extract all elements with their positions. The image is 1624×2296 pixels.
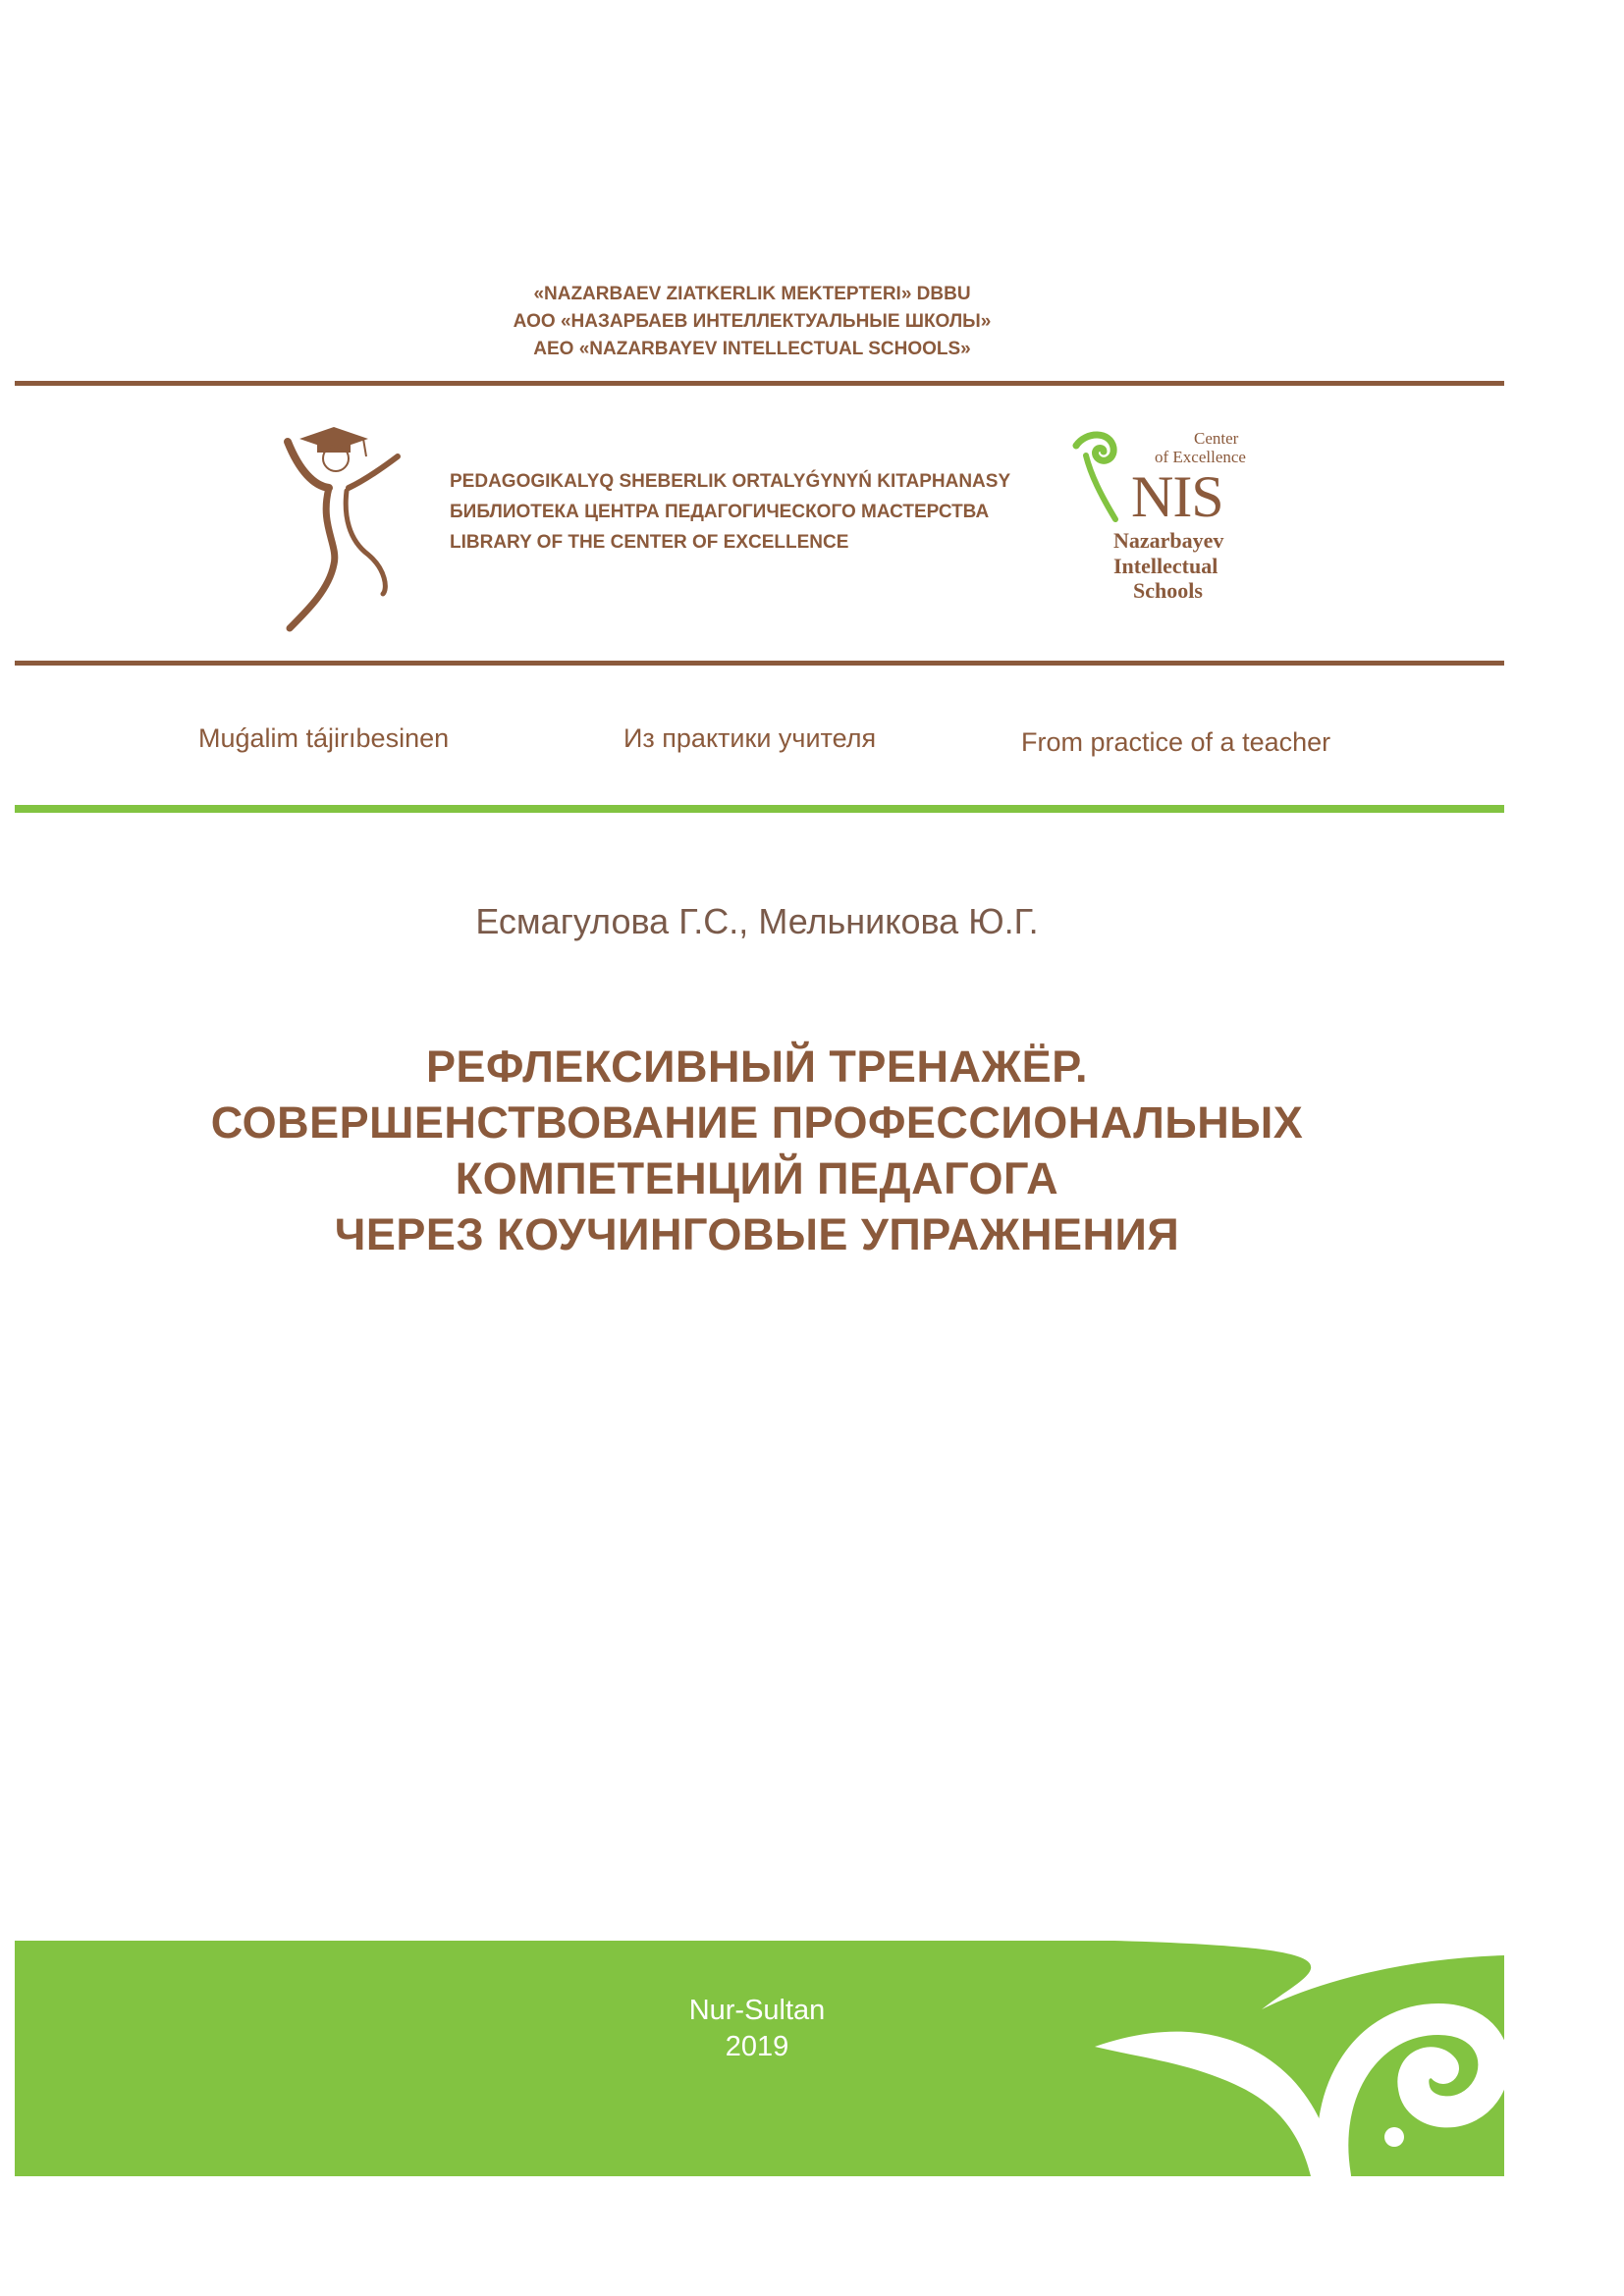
library-name-kazakh: PEDAGOGIKALYQ SHEBERLIK ORTALYǴYNYŃ KITAPHANASY — [450, 471, 1011, 492]
series-title-kazakh: Muǵalim tájirıbesinen — [198, 723, 450, 753]
library-name-russian: БИБЛИОТЕКА ЦЕНТРА ПЕДАГОГИЧЕСКОГО МАСТЕРСТВА — [450, 502, 990, 522]
title-line-2: СОВЕРШЕНСТВОВАНИЕ ПРОФЕССИОНАЛЬНЫХ — [210, 1097, 1304, 1148]
footer-year: 2019 — [725, 2031, 789, 2062]
org-name-english: AEO «NAZARBAYEV INTELLECTUAL SCHOOLS» — [533, 339, 971, 359]
title-line-1: РЕФЛЕКСИВНЫЙ ТРЕНАЖЁР. — [426, 1041, 1088, 1092]
nis-logo — [1066, 426, 1253, 613]
nis-center-text: Center — [1194, 429, 1239, 448]
authors: Есмагулова Г.С., Мельникова Ю.Г. — [475, 901, 1039, 941]
nis-excellence-text: of Excellence — [1155, 448, 1246, 466]
organization-header — [0, 281, 1504, 363]
green-divider — [15, 805, 1504, 813]
library-name-english: LIBRARY OF THE CENTER OF EXCELLENCE — [450, 532, 849, 553]
nis-nazarbayev-text: Nazarbayev — [1113, 528, 1224, 553]
title-line-4: ЧЕРЕЗ КОУЧИНГОВЫЕ УПРАЖНЕНИЯ — [334, 1209, 1180, 1259]
series-title-russian: Из практики учителя — [623, 723, 877, 753]
nis-wordmark: NIS — [1131, 464, 1223, 529]
middle-divider — [15, 661, 1504, 666]
center-of-excellence-logo-icon — [280, 417, 407, 633]
document-title — [0, 1039, 1514, 1262]
title-line-3: КОМПЕТЕНЦИЙ ПЕДАГОГА — [455, 1153, 1059, 1203]
org-name-russian: АОО «НАЗАРБАЕВ ИНТЕЛЛЕКТУАЛЬНЫЕ ШКОЛЫ» — [513, 311, 992, 332]
top-divider — [15, 381, 1504, 386]
org-name-kazakh: «NAZARBAEV ZIATKERLIK MEKTEPTERI» DBBU — [533, 284, 971, 304]
nis-schools-text: Schools — [1133, 578, 1203, 603]
nis-intellectual-text: Intellectual — [1113, 554, 1218, 578]
footer-city: Nur-Sultan — [688, 1995, 826, 2026]
series-title-english: From practice of a teacher — [1021, 727, 1331, 757]
library-block — [450, 466, 1010, 558]
footer-imprint — [0, 1993, 1514, 2065]
